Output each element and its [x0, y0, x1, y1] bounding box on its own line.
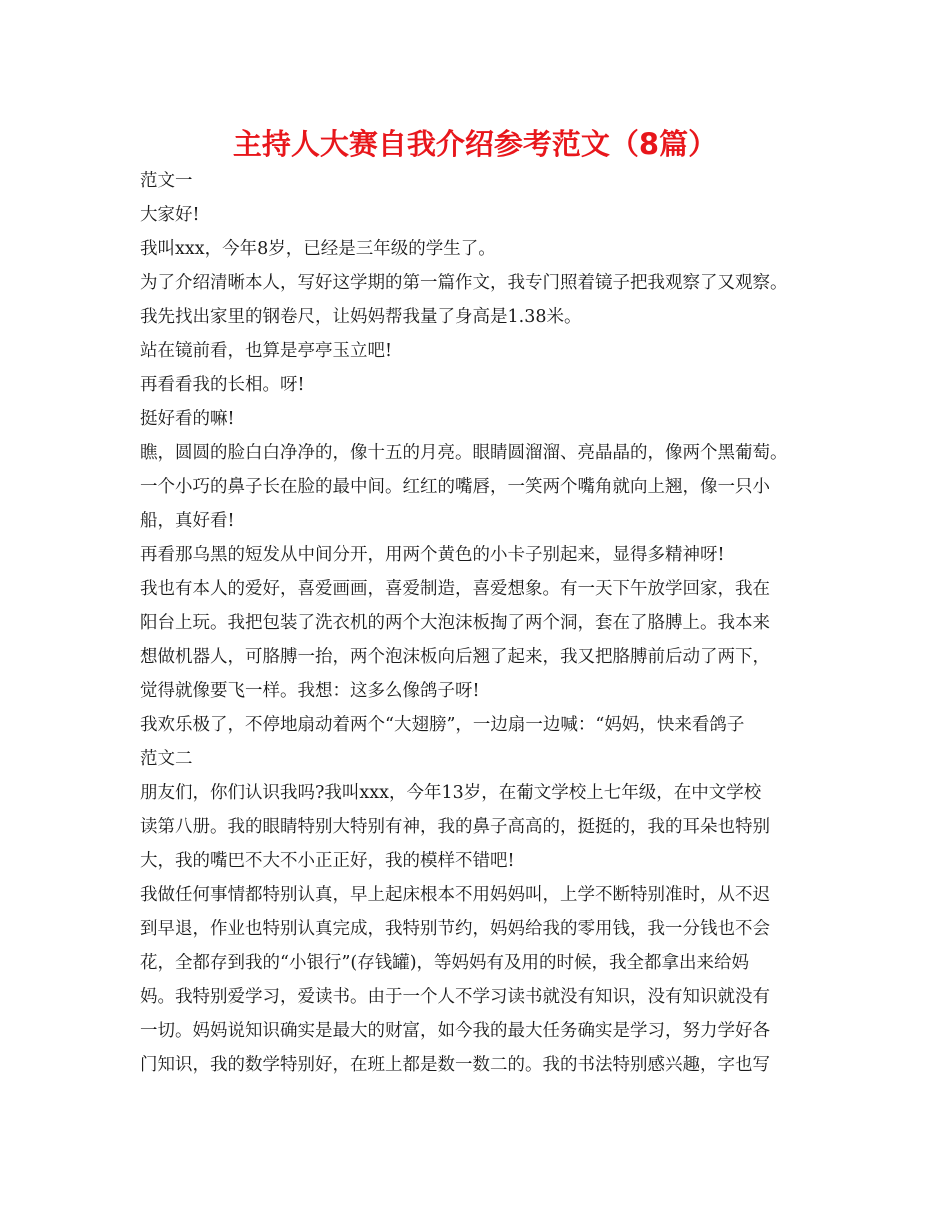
- document-title: 主持人大赛自我介绍参考范文（8篇）: [232, 127, 718, 161]
- paragraph-line: 一切。妈妈说知识确实是最大的财富，如今我的最大任务确实是学习，努力学好各: [140, 1021, 770, 1041]
- paragraph-line: 范文二: [140, 749, 193, 769]
- paragraph-line: 我做任何事情都特别认真，早上起床根本不用妈妈叫，上学不断特别准时，从不迟: [140, 885, 770, 905]
- paragraph-line: 阳台上玩。我把包装了洗衣机的两个大泡沫板掏了两个洞，套在了胳膊上。我本来: [140, 613, 770, 633]
- paragraph-line: 瞧，圆圆的脸白白净净的，像十五的月亮。眼睛圆溜溜、亮晶晶的，像两个黑葡萄。: [140, 443, 788, 463]
- paragraph-line: 为了介绍清晰本人，写好这学期的第一篇作文，我专门照着镜子把我观察了又观察。: [140, 273, 788, 293]
- paragraph-line: 范文一: [140, 171, 193, 191]
- paragraph-line: 再看看我的长相。呀!: [140, 375, 305, 395]
- paragraph-line: 花，全都存到我的“小银行”(存钱罐)，等妈妈有及用的时候，我全都拿出来给妈: [140, 953, 750, 973]
- paragraph-line: 我叫xxx，今年8岁，已经是三年级的学生了。: [140, 239, 496, 259]
- paragraph-line: 我也有本人的爱好，喜爱画画，喜爱制造，喜爱想象。有一天下午放学回家，我在: [140, 579, 770, 599]
- paragraph-line: 站在镜前看，也算是亭亭玉立吧!: [140, 341, 393, 361]
- paragraph-line: 到早退，作业也特别认真完成，我特别节约，妈妈给我的零用钱，我一分钱也不会: [140, 919, 770, 939]
- paragraph-line: 妈。我特别爱学习，爱读书。由于一个人不学习读书就没有知识，没有知识就没有: [140, 987, 770, 1007]
- paragraph-line: 门知识，我的数学特别好，在班上都是数一数二的。我的书法特别感兴趣，字也写: [140, 1055, 770, 1075]
- paragraph-line: 读第八册。我的眼睛特别大特别有神，我的鼻子高高的，挺挺的，我的耳朵也特别: [140, 817, 770, 837]
- paragraph-line: 船，真好看!: [140, 511, 235, 531]
- paragraph-line: 挺好看的嘛!: [140, 409, 235, 429]
- paragraph-line: 大家好!: [140, 205, 200, 225]
- document-body: [140, 164, 840, 1082]
- paragraph-line: 想做机器人，可胳膊一抬，两个泡沫板向后翘了起来，我又把胳膊前后动了两下，: [140, 647, 770, 667]
- paragraph-line: 再看那乌黑的短发从中间分开，用两个黄色的小卡子别起来，显得多精神呀!: [140, 545, 725, 565]
- paragraph-line: 大，我的嘴巴不大不小正正好，我的模样不错吧!: [140, 851, 515, 871]
- paragraph-line: 我欢乐极了，不停地扇动着两个“大翅膀”，一边扇一边喊：“妈妈，快来看鸽子: [140, 715, 745, 735]
- paragraph-line: 一个小巧的鼻子长在脸的最中间。红红的嘴唇，一笑两个嘴角就向上翘，像一只小: [140, 477, 770, 497]
- paragraph-line: 觉得就像要飞一样。我想：这多么像鸽子呀!: [140, 681, 480, 701]
- paragraph-line: 朋友们，你们认识我吗?我叫xxx，今年13岁，在葡文学校上七年级，在中文学校: [140, 783, 762, 803]
- paragraph-line: 我先找出家里的钢卷尺，让妈妈帮我量了身高是1.38米。: [140, 307, 582, 327]
